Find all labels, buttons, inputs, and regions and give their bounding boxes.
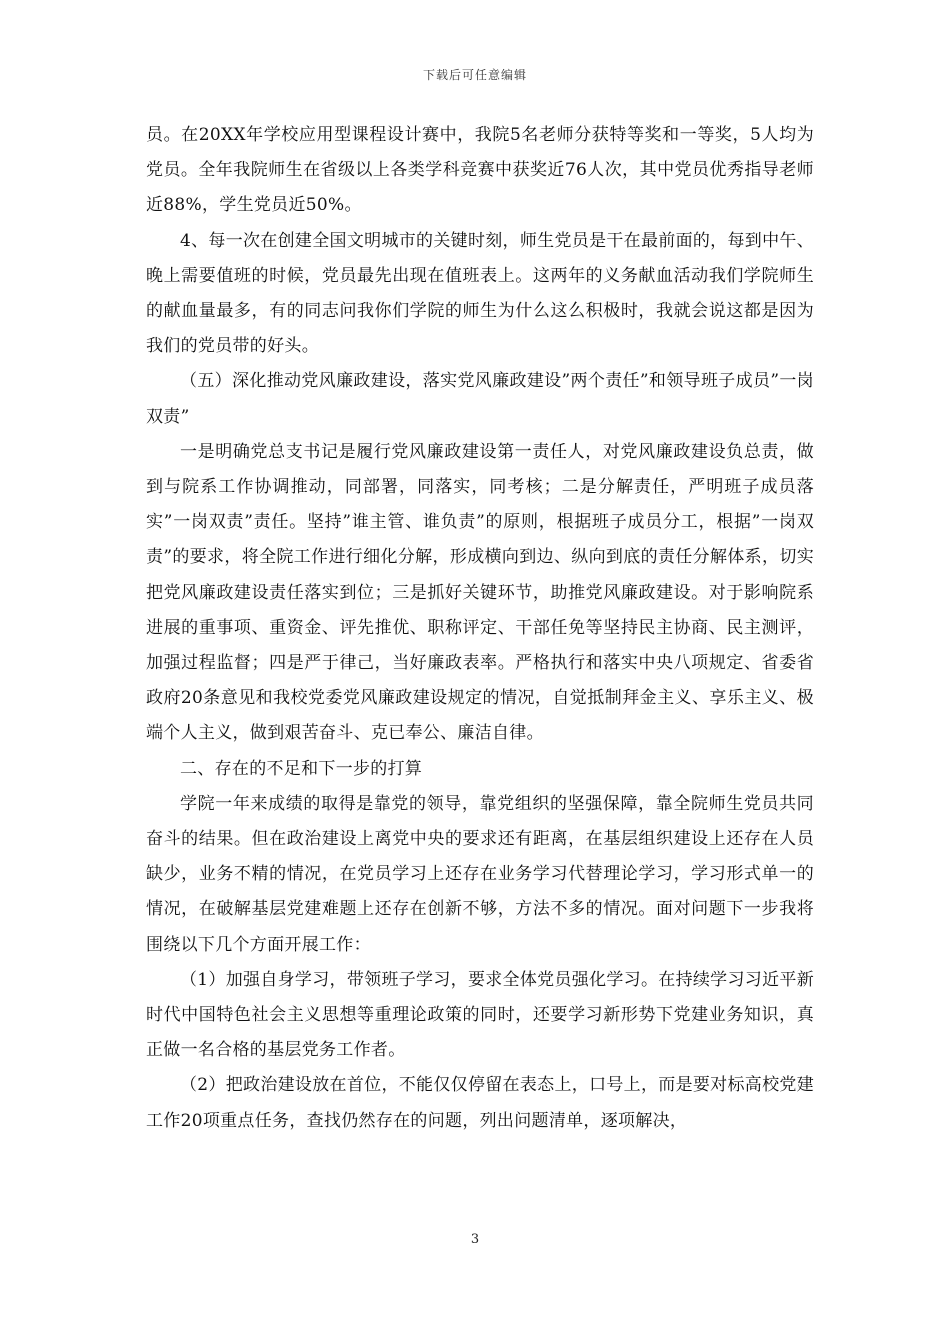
section-heading-integrity: （五）深化推动党风廉政建设，落实党风廉政建设”两个责任”和领导班子成员”一岗双责” [146,371,814,427]
page-number: 3 [470,1232,480,1247]
paragraph-plan-2: （2）把政治建设放在首位，不能仅仅停留在表态上，口号上，而是要对标高校党建工作20项重点任务，查找仍然存在的问题，列出问题清单，逐项解决， [146,1075,814,1131]
page-header: 下载后可任意编辑 [422,68,527,82]
paragraph-shortcomings: 学院一年来成绩的取得是靠党的领导，靠党组织的坚强保障，靠全院师生党员共同奋斗的结果。但在政治建设上离党中央的要求还有距离，在基层组织建设上还存在人员缺少，业务不精的情况，在党员学习上还存在业务学习代替理论学习，学习形式单一的情况，在破解基层党建难题上还存在创新不够，方法不多的情况。面对问题下一步我将围绕以下几个方面开展工作： [146,793,814,955]
paragraph-awards: 员。在20XX年学校应用型课程设计赛中，我院5名老师分获特等奖和一等奖，5人均为党员。全年我院师生在省级以上各类学科竞赛中获奖近76人次，其中党员优秀指导老师近88%，学生党员近50%。 [146,125,814,216]
section-heading-shortcomings: 二、存在的不足和下一步的打算 [180,758,423,779]
paragraph-responsibility: 一是明确党总支书记是履行党风廉政建设第一责任人，对党风廉政建设负总责，做到与院系工作协调推动，同部署，同落实，同考核；二是分解责任，严明班子成员落实”一岗双责”责任。坚持”谁主管、谁负责”的原则，根据班子成员分工，根据”一岗双责”的要求，将全院工作进行细化分解，形成横向到边、纵向到底的责任分解体系，切实把党风廉政建设责任落实到位；三是抓好关键环节，助推党风廉政建设。对于影响院系进展的重事项、重资金、评先推优、职称评定、干部任免等坚持民主协商、民主测评，加强过程监督；四是严于律己，当好廉政表率。严格执行和落实中央八项规定、省委省政府20条意见和我校党委党风廉政建设规定的情况，自觉抵制拜金主义、享乐主义、极端个人主义，做到艰苦奋斗、克已奉公、廉洁自律。 [146,441,814,744]
document-body [146,118,814,1139]
paragraph-plan-1: （1）加强自身学习，带领班子学习，要求全体党员强化学习。在持续学习习近平新时代中国特色社会主义思想等重理论政策的同时，还要学习新形势下党建业务知识，真正做一名合格的基层党务工作者。 [146,969,814,1061]
paragraph-volunteer: 4、每一次在创建全国文明城市的关键时刻，师生党员是干在最前面的，每到中午、晚上需要值班的时候，党员最先出现在值班表上。这两年的义务献血活动我们学院师生的献血量最多，有的同志问我你们学院的师生为什么这么积极时，我就会说这都是因为我们的党员带的好头。 [146,230,814,357]
